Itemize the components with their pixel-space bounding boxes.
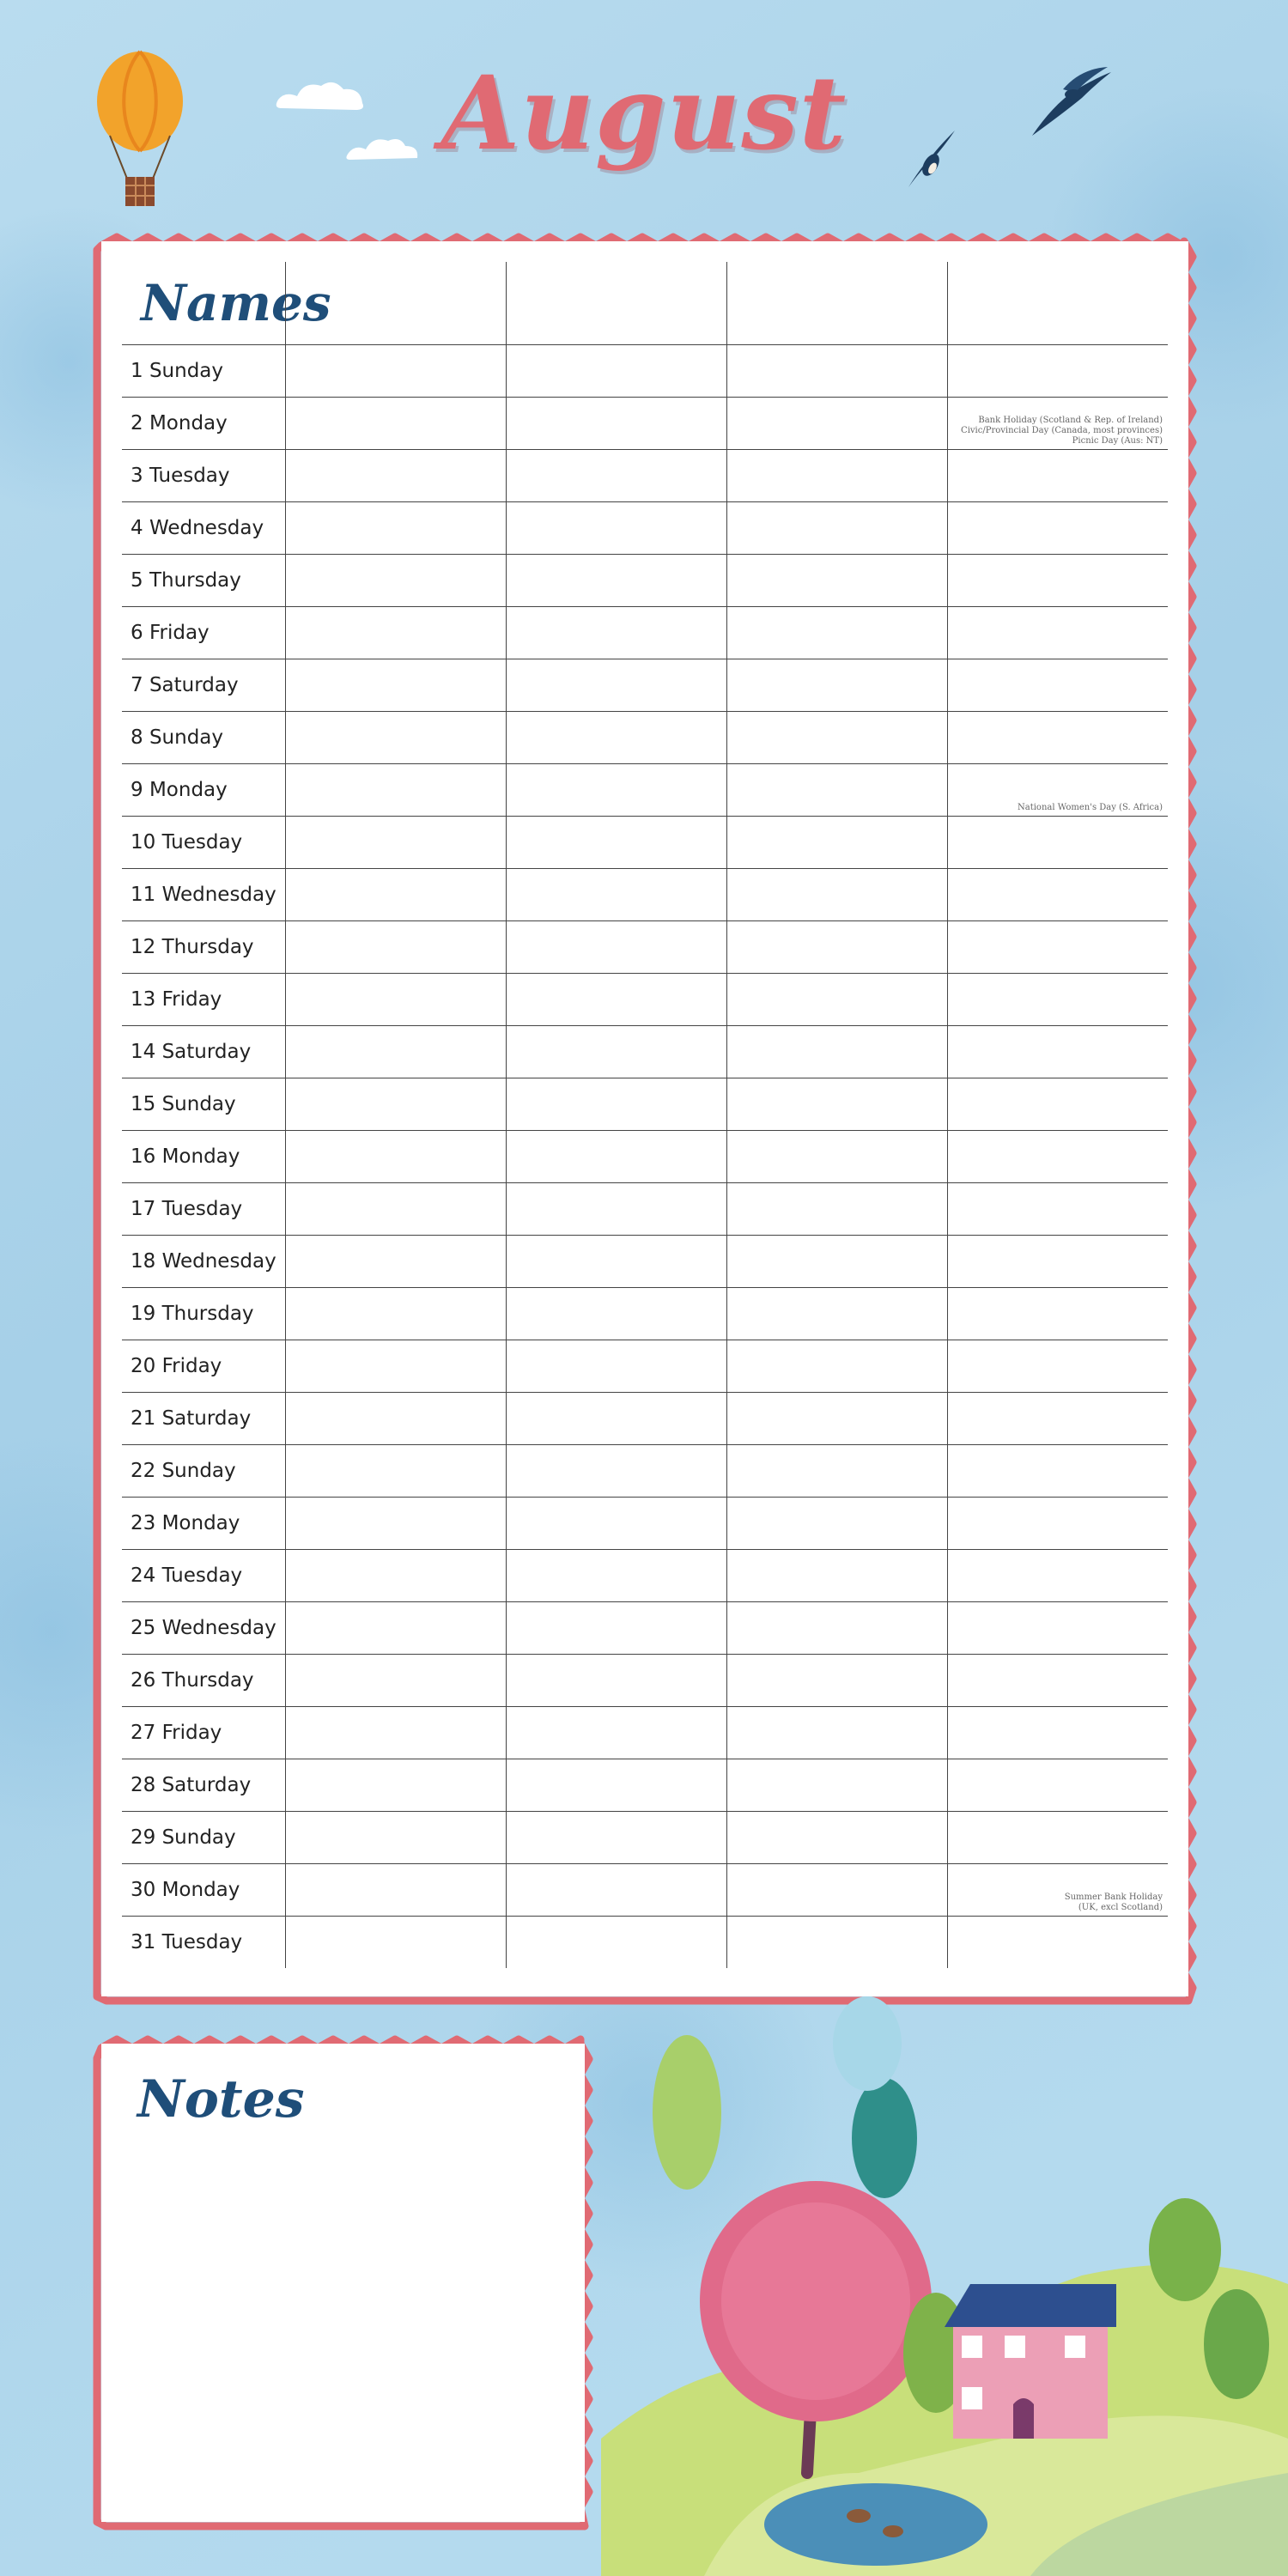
grid-header-row — [122, 262, 1168, 344]
day-label: 18 Wednesday — [131, 1250, 276, 1273]
day-row — [122, 1549, 1168, 1601]
day-label: 2 Monday — [131, 412, 228, 434]
day-label: 8 Sunday — [131, 726, 224, 749]
day-row — [122, 1392, 1168, 1444]
day-row — [122, 920, 1168, 973]
day-label: 14 Saturday — [131, 1041, 252, 1063]
day-row — [122, 606, 1168, 659]
day-label: 11 Wednesday — [131, 884, 276, 906]
holiday-note: Summer Bank Holiday (UK, excl Scotland) — [1064, 1893, 1163, 1912]
day-label: 9 Monday — [131, 779, 228, 801]
day-row — [122, 816, 1168, 868]
day-row — [122, 1811, 1168, 1863]
day-row — [122, 1863, 1168, 1916]
day-label: 20 Friday — [131, 1355, 222, 1377]
day-label: 17 Tuesday — [131, 1198, 243, 1220]
day-label: 21 Saturday — [131, 1407, 252, 1430]
day-row — [122, 1916, 1168, 1968]
day-label: 13 Friday — [131, 988, 222, 1011]
day-label: 19 Thursday — [131, 1303, 254, 1325]
day-label: 22 Sunday — [131, 1460, 236, 1482]
family-planner-grid — [122, 262, 1168, 1968]
day-label: 26 Thursday — [131, 1669, 254, 1692]
day-label: 10 Tuesday — [131, 831, 243, 854]
day-row — [122, 1287, 1168, 1340]
day-label: 16 Monday — [131, 1145, 240, 1168]
day-label: 23 Monday — [131, 1512, 240, 1534]
day-row — [122, 659, 1168, 711]
column-divider — [947, 262, 948, 1968]
day-label: 12 Thursday — [131, 936, 254, 958]
day-row — [122, 554, 1168, 606]
day-row — [122, 763, 1168, 816]
day-row — [122, 1654, 1168, 1706]
day-row — [122, 1706, 1168, 1759]
day-row — [122, 1444, 1168, 1497]
day-row — [122, 501, 1168, 554]
notes-heading: Notes — [137, 2069, 305, 2129]
garden-landscape-illustration — [601, 1992, 1288, 2576]
column-divider — [506, 262, 507, 1968]
day-row — [122, 1759, 1168, 1811]
day-label: 27 Friday — [131, 1722, 222, 1744]
day-label: 7 Saturday — [131, 674, 239, 696]
day-label: 15 Sunday — [131, 1093, 236, 1115]
day-row — [122, 711, 1168, 763]
day-label: 5 Thursday — [131, 569, 241, 592]
month-title: August — [440, 53, 848, 173]
holiday-note: National Women's Day (S. Africa) — [1018, 803, 1163, 812]
column-divider — [285, 262, 286, 1968]
day-row — [122, 1025, 1168, 1078]
day-row — [122, 344, 1168, 397]
names-heading: Names — [141, 274, 331, 332]
day-label: 29 Sunday — [131, 1826, 236, 1849]
day-row — [122, 397, 1168, 449]
day-row — [122, 1340, 1168, 1392]
day-label: 30 Monday — [131, 1879, 240, 1901]
day-label: 6 Friday — [131, 622, 210, 644]
day-label: 1 Sunday — [131, 360, 224, 382]
day-row — [122, 1130, 1168, 1182]
day-label: 3 Tuesday — [131, 465, 230, 487]
day-row — [122, 973, 1168, 1025]
column-divider — [726, 262, 727, 1968]
day-label: 28 Saturday — [131, 1774, 252, 1796]
day-row — [122, 1182, 1168, 1235]
day-row — [122, 1497, 1168, 1549]
day-label: 31 Tuesday — [131, 1931, 243, 1953]
day-row — [122, 1601, 1168, 1654]
day-label: 4 Wednesday — [131, 517, 264, 539]
day-label: 25 Wednesday — [131, 1617, 276, 1639]
day-label: 24 Tuesday — [131, 1564, 243, 1587]
day-row — [122, 1078, 1168, 1130]
holiday-note: Bank Holiday (Scotland & Rep. of Ireland) Civic/Provincial Day (Canada, most provinces) Picnic Day (Aus: NT) — [961, 416, 1163, 446]
day-row — [122, 1235, 1168, 1287]
day-rows — [122, 344, 1168, 1968]
day-row — [122, 868, 1168, 920]
day-row — [122, 449, 1168, 501]
